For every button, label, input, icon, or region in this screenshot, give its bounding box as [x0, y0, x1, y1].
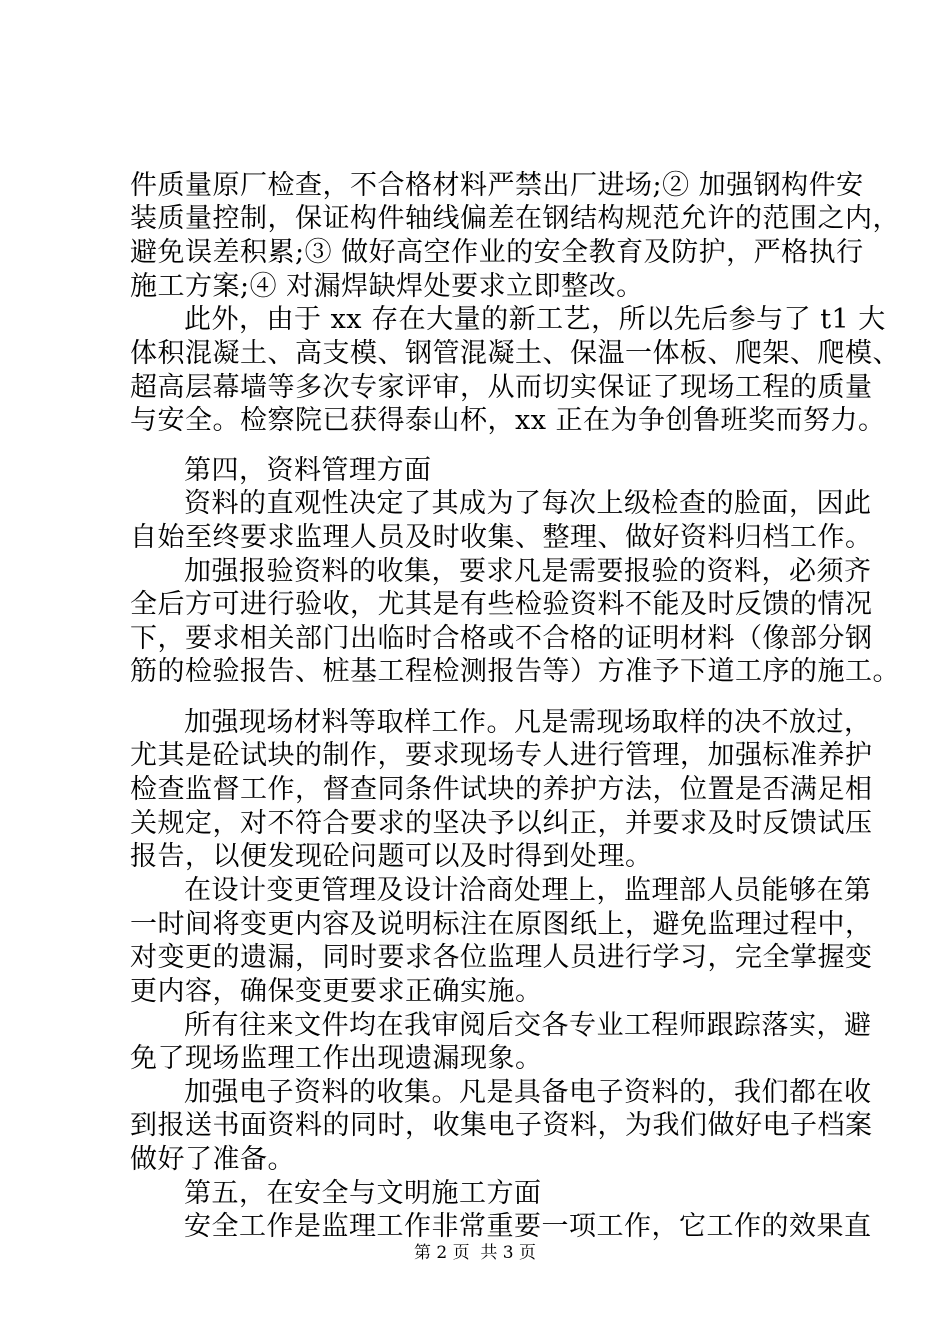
body-text-line: 检查监督工作，督查同条件试块的养护方法，位置是否满足相 — [130, 774, 873, 805]
body-text-line: 尤其是砼试块的制作，要求现场专人进行管理，加强标准养护 — [130, 740, 873, 771]
paragraph-first-line: 安全工作是监理工作非常重要一项工作，它工作的效果直 — [184, 1211, 872, 1242]
paragraph-first-line: 资料的直观性决定了其成为了每次上级检查的脸面，因此 — [184, 488, 872, 519]
body-text-line: 一时间将变更内容及说明标注在原图纸上，避免监理过程中， — [130, 909, 873, 940]
body-text-line: 免了现场监理工作出现遗漏现象。 — [130, 1043, 543, 1074]
body-text-line: 关规定，对不符合要求的坚决予以纠正，并要求及时反馈试压 — [130, 808, 873, 839]
page-number-footer: 第 2 页 共 3 页 — [413, 1243, 537, 1263]
body-text-line: 与安全。检察院已获得泰山杯，xx 正在为争创鲁班奖而努力。 — [130, 405, 886, 436]
body-text-line: 报告，以便发现砼问题可以及时得到处理。 — [130, 841, 653, 872]
body-text-line: 做好了准备。 — [130, 1144, 295, 1175]
paragraph-first-line: 加强现场材料等取样工作。凡是需现场取样的决不放过， — [184, 707, 872, 738]
body-text-line: 自始至终要求监理人员及时收集、整理、做好资料归档工作。 — [130, 522, 873, 553]
paragraph-first-line: 此外，由于 xx 存在大量的新工艺，所以先后参与了 t1 大 — [184, 304, 886, 335]
body-text-line: 体积混凝土、高支模、钢管混凝土、保温一体板、爬架、爬模、 — [130, 338, 900, 369]
body-text-line: 全后方可进行验收，尤其是有些检验资料不能及时反馈的情况 — [130, 589, 873, 620]
body-text-line: 筋的检验报告、桩基工程检测报告等）方准予下道工序的施工。 — [130, 656, 900, 687]
body-text-line: 件质量原厂检查，不合格材料严禁出厂进场;② 加强钢构件安 — [130, 170, 864, 201]
body-text-line: 施工方案;④ 对漏焊缺焊处要求立即整改。 — [130, 271, 644, 302]
body-text-line: 对变更的遗漏，同时要求各位监理人员进行学习，完全掌握变 — [130, 942, 873, 973]
body-text-line: 更内容，确保变更要求正确实施。 — [130, 976, 543, 1007]
paragraph-first-line: 所有往来文件均在我审阅后交各专业工程师跟踪落实，避 — [184, 1010, 872, 1041]
body-text-line: 下，要求相关部门出临时合格或不合格的证明材料（像部分钢 — [130, 623, 873, 654]
paragraph-first-line: 加强电子资料的收集。凡是具备电子资料的，我们都在收 — [184, 1077, 872, 1108]
body-text-line: 避免误差积累;③ 做好高空作业的安全教育及防护，严格执行 — [130, 237, 864, 268]
body-text-line: 超高层幕墙等多次专家评审，从而切实保证了现场工程的质量 — [130, 372, 873, 403]
paragraph-first-line: 加强报验资料的收集，要求凡是需要报验的资料，必须齐 — [184, 556, 872, 587]
section-heading: 第五，在安全与文明施工方面 — [184, 1178, 542, 1209]
body-text-line: 装质量控制，保证构件轴线偏差在钢结构规范允许的范围之内， — [130, 203, 900, 234]
paragraph-first-line: 在设计变更管理及设计洽商处理上，监理部人员能够在第 — [184, 875, 872, 906]
body-text-line: 到报送书面资料的同时，收集电子资料，为我们做好电子档案 — [130, 1110, 873, 1141]
section-heading: 第四，资料管理方面 — [184, 455, 432, 486]
